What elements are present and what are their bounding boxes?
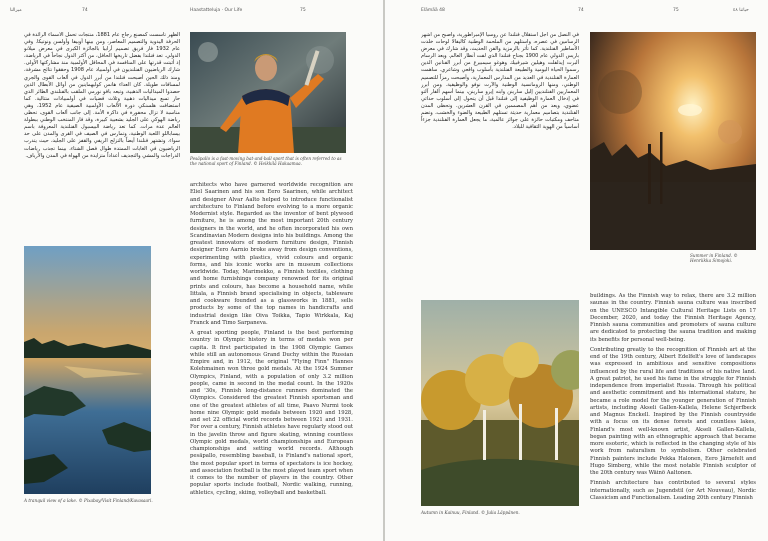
summer-sunset-photo (590, 32, 756, 250)
pesapallo-photo-caption: Pesäpallo is a fast-moving bat-and-ball sport that is often referred to as the national sport of Finland. © Heikkilä Hakaamaa. (190, 156, 342, 167)
right-page-header-left: Elämää 48 (421, 8, 445, 13)
right-page (385, 0, 768, 541)
autumn-photo (421, 300, 579, 506)
english-text-column-left (190, 182, 353, 516)
pesapallo-player-photo (190, 32, 346, 153)
autumn-photo-caption: Autumn in Kainuu, Finland. © Julia Läppänen. (421, 510, 520, 515)
lake-photo-caption: A tranquil view of a lake. © Pixabay/Visit Finland/Kuvasaari. (24, 498, 153, 503)
left-page-number-right: 75 (300, 8, 306, 13)
english-text-column-right (590, 293, 756, 531)
english-paragraph: Contributing greatly to the recognition of Finnish art at the end of the 19th century, Albert Edelfelt's love of landscapes was expressed in ambitious and sensitive compositions influenced by the rural life and traditions of his native land. A great patriot, he used his fame in the struggle for Finnish independence from imperialist Russia. Through his political and aesthetic commitment and his international stature, he became a role model for the younger generation of Finnish artists, including Akseli Gallen-Kallela, Helene Schjerfbeck and Magnus Enckell. Inspired by the Finnish countryside with a focus on its dense forests and countless lakes, Finland's most well-known artist, Akseli Gallen-Kallela, began painting with an ethnographic approach that became more esoteric, which is reflected in the changing style of his work from naturalism to symbolism. Other celebrated Finnish painters include Pekka Halonen, Eero Järnefelt and Hugo Simberg, while the most notable Finnish sculptor of the 20th century was Wäinö Aaltonen. (590, 346, 756, 476)
right-page-number-left: 74 (578, 8, 584, 13)
lake-photo (24, 246, 151, 494)
summer-photo-caption: Summer in Finland. © Henriikka Simojoki. (690, 253, 738, 264)
english-paragraph: buildings. As the Finnish way to relax, there are 3.2 million saunas in the country. Finnish sauna culture was inscribed on the UNESCO Intangible Cultural Heritage Lists on 17 December, 2020, and today the Finnish Heritage Agency, Finnish sauna communities and promoters of sauna culture are dedicated to protecting the sauna tradition and making its benefits for personal well-being. (590, 293, 756, 343)
right-page-number-right: 75 (673, 8, 679, 13)
left-page-header: ميرالنا (10, 8, 22, 13)
left-page-number-left: 74 (82, 8, 88, 13)
running-title: Haastatteluja · Our Life (190, 8, 243, 13)
right-page-header-right: حياتنا ٤٨ (733, 8, 749, 13)
english-paragraph: Finnish architecture has contributed to several styles internationally, such as Jugendstil (or Art Nouveau), Nordic Classicism and Functionalism. Leading 20th century Finnish (590, 480, 756, 501)
english-paragraph: architects who have garnered worldwide recognition are Eliel Saarinen and his son Eero Saarinen, while architect and designer Alvar Aalto helped to introduce functionalist architecture to Finland before evolving to a more organic Modernist style. Regarded as the inventor of bent plywood furniture, he is among the most important 20th century designers in the world, and he often incorporated his own Scandinavian Modern designs into his buildings. Among the greatest innovators of modern furniture design, Finnish designer Eero Aarnio broke away from design conventions, experimenting with plastics, vivid colours and organic forms, and his iconic works are in museum collections worldwide. Today, Marimekko, a Finnish textiles, clothing and home furnishings company renowned for its original prints and colours, has become a household name, while Iittala, a Finnish brand specialising in objects, tableware and cookware founded as a glassworks in 1881, sells products by some of the top names in handicrafts and industrial design like Oiva Toikka, Tapio Wirkkala, Kaj Franck and Timo Sarpaneva. (190, 182, 353, 326)
english-paragraph: A great sporting people, Finland is the best performing country in Olympic history in terms of medals won per capita. It first participated in the 1908 Olympic Games while still an autonomous Grand Duchy within the Russian Empire and, in 1912, the original "Flying Finn" Hannes Kolehmainen won three gold medals. At the 1924 Summer Olympics, Finland, with a population of only 3.2 million people, came in second in the medal count. In the 1920s and '30s, Finnish long-distance runners dominated the Olympics. Considered the greatest Finnish sportsman and one of the greatest athletes of all time, Paavo Nurmi took home nine Olympic gold medals between 1920 and 1928, and set 22 official world records between 1921 and 1931. For over a century, Finnish athletes have regularly stood out in the javelin throw and figure skating, winning countless Olympic gold medals, world championships and European championships and setting world records. Although pesäpallo, resembling baseball, is Finland's national sport, the most popular sport in terms of spectators is ice hockey, and association football is the most played team sport when it comes to the number of players in the country. Other popular sports include football, Nordic walking, running, athletics, cycling, skiing, volleyball and basketball. (190, 330, 353, 496)
arabic-text-column-right: في النصل من أجل استقلال فنلندا عن روسيا الإمبراطورية، وأصبح من أشهر الرسامين في عصره، واستلهم من الملحمة الوطنية كاليفالا لوحات خلدت الأساطير الفنلندية. كما تأثر بالرمزية والفن الحديث، وقد شارك في معرض باريس الدولي عام 1900 بجناح فنلندا الذي لفت أنظار العالم. ويعد الرسام ألبرت إيدلفلت وهيلين شيرفبيك وهوغو سيمبيرغ من أبرز الفنانين الذين رسموا الحياة اليومية والطبيعة الفنلندية بأسلوب واقعي وشاعري. ساهمت العمارة الفنلندية في العديد من المدارس المعمارية، وأصبحت رمزاً للتصميم الوطني، ومنها الرومانسية الوطنية والآرت نوفو والوظيفية. ومن أبرز المعماريين الفنلنديين إليل سارينن وابنه إيرو سارينن، بينما أسهم ألفار آلتو في إدخال العمارة الوظيفية إلى فنلندا قبل أن يتحول إلى أسلوب حداثي عضوي، ويعد من أهم المصممين في القرن العشرين. وتحظى المدن الفنلندية بتصاميم معمارية حديثة تستلهم الطبيعة والضوء والخشب، وتضم متاحف ومكتبات حائزة على جوائز عالمية، ما يجعل العمارة الفنلندية جزءاً أساسياً من الهوية الثقافية للبلاد. (421, 32, 579, 131)
arabic-text-column: الظهر تأسست كمصنع زجاج عام 1881، منتجات تحمل الأسماء الرائدة في الحرفة اليدوية والتصميم المعاصر، ومن بينها أوبيفا وأولسن ونوتيكا. وفي عام 1932 فاز فريق تصميم أرابيا بالجائزة الكبرى في معرض ميلانو الدولي. تعد فنلندا بفضل تاريخها الحافل، من أكثر الدول نجاحاً في الرياضة، إذ أثبتت قدرتها على المنافسة في المحافل الأولمبية منذ مشاركتها الأولى. شارك الرياضيون الفنلنديون في أولمبياد عام 1908 وحققوا نتائج مشرفة، ومنذ ذلك الحين أصبحت فنلندا من أبرز الدول في ألعاب القوى والجري لمسافات طويلة. كان العداء هانس كوليهماينين من أوائل الأبطال الذين حصدوا الميداليات الذهبية، وتبعه بافو نورمي الملقب بالفنلندي الطائر الذي حاز تسع ميداليات ذهبية وثلاث فضيات في أولمبيادات متتالية. كما استضافت هلسنكي دورة الألعاب الأولمبية الصيفية عام 1952، وهي مناسبة لا تزال محفورة في ذاكرة الأمة. إلى جانب ألعاب القوى، تحظى رياضة الهوكي على الجليد بشعبية كبيرة، وقد فاز المنتخب الوطني ببطولة العالم عدة مرات. كما تعد رياضة البيسبول الفنلندية المعروفة باسم بيساباللو اللعبة الوطنية، وتمارس في الصيف في القرى والمدن على حد سواء. وتشتهر فنلندا أيضاً بالتزلج الريفي والقفز على الجليد، حيث يتدرب الرياضيون في الغابات الممتدة طوال فصل الشتاء، بينما تجذب رياضات الدراجات والمشي والتجديف أعداداً متزايدة من الهواة في المدن والأرياف. (24, 32, 180, 159)
left-page (0, 0, 383, 541)
